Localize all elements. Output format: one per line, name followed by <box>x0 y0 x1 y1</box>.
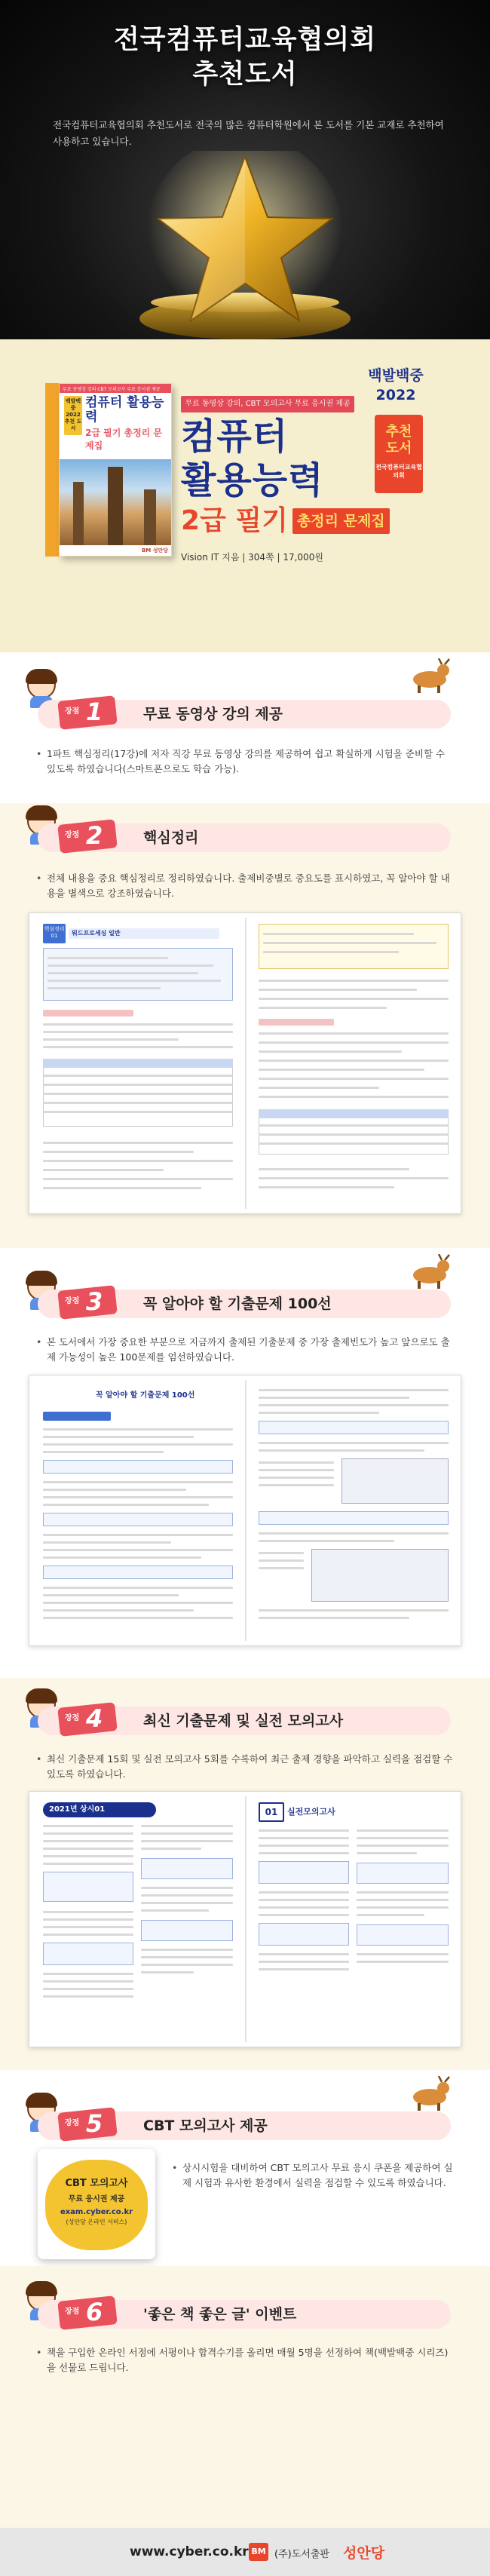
spread4-left-title: 2021년 상시01 <box>43 1802 156 1817</box>
feature-5-title: CBT 모의고사 제공 <box>143 2118 268 2134</box>
cbt-line4: (성안당 온라인 서비스) <box>66 2219 127 2225</box>
spread4-right-num: 01 <box>259 1802 284 1822</box>
sample-page-spread <box>29 1791 461 2047</box>
feature-5-section <box>0 2070 490 2266</box>
reindeer-mascot-icon <box>407 2076 452 2111</box>
feature-6-text: • 책을 구입한 온라인 서점에 서평이나 합격수기를 올리면 매월 5명을 선정하여 책(백발백중 시리즈)을 선물로 드립니다. <box>47 2345 454 2375</box>
feature-2-section <box>0 803 490 1248</box>
spread4-right-title: 실전모의고사 <box>287 1805 370 1819</box>
book-subtitle <box>181 504 415 538</box>
feature-4-tag: 장점 4 <box>59 1700 116 1737</box>
cover-title: 컴퓨터 활용능력 <box>85 395 164 425</box>
stamp-org: 전국컴퓨터교육협의회 <box>375 464 422 479</box>
book-title <box>181 415 377 502</box>
feature-5-header <box>38 2111 451 2140</box>
book-title-line2: 활용능력 <box>181 459 324 501</box>
book-tagline: 무료 동영상 강의, CBT 모의고사 무료 응시권 제공 <box>181 396 354 412</box>
feature-1-section <box>0 652 490 803</box>
unit-number: 01 <box>51 933 58 939</box>
recommend-stamp <box>375 415 423 493</box>
sample-page-left <box>35 1798 240 2041</box>
footer-publisher: (주)도서출판 <box>274 2549 329 2560</box>
feature-1-tag: 장점 1 <box>59 694 116 730</box>
feature-2-text: • 전체 내용을 중요 핵심정리로 정리하였습니다. 출제비중별로 중요도를 표시하였고, 꼭 알아야 할 내용을 별색으로 강조하였습니다. <box>47 871 454 901</box>
edition-label <box>354 366 437 405</box>
hero-description: 전국컴퓨터교육협의회 추천도서로 전국의 많은 컴퓨터학원에서 본 도서를 기본 교재로 추천하여 사용하고 있습니다. <box>53 119 444 147</box>
hero-title <box>0 23 490 92</box>
book-spine <box>45 383 59 557</box>
hero-title-line1: 전국컴퓨터교육협의회 <box>113 25 377 55</box>
feature-3-tag: 장점 3 <box>59 1283 116 1320</box>
cover-photo <box>60 459 172 548</box>
feature-3-text: • 본 도서에서 가장 중요한 부분으로 지금까지 출제된 기출문제 중 가장 출제빈도가 높고 앞으로도 출제 가능성이 높은 100문제를 엄선하였습니다. <box>47 1335 454 1365</box>
hero-title-line2: 추천도서 <box>192 60 298 90</box>
feature-4-section <box>0 1678 490 2070</box>
feature-6-header <box>38 2300 451 2329</box>
feature-4-header <box>38 1704 451 1735</box>
book-subtitle-box: 총정리 문제집 <box>292 508 390 534</box>
unit-label: 핵심정리 <box>44 926 65 932</box>
footer-website-link[interactable]: www.cyber.co.kr <box>130 2544 249 2559</box>
sample-page-right <box>251 1382 456 1639</box>
book-title-line1: 컴퓨터 <box>181 416 289 458</box>
feature-3-title: 꼭 알아야 할 기출문제 100선 <box>143 1296 332 1312</box>
feature-3-section <box>0 1248 490 1678</box>
feature-1-title: 무료 동영상 강의 제공 <box>143 706 283 722</box>
feature-2-title: 핵심정리 <box>143 830 199 846</box>
book-info-section <box>0 339 490 652</box>
cbt-coupon-card <box>38 2149 155 2259</box>
sample-page-spread <box>29 912 461 1214</box>
stamp-line2: 도서 <box>385 440 412 456</box>
footer-logo: 성안당 <box>343 2545 385 2562</box>
feature-2-header <box>38 823 451 852</box>
feature-5-text: • 상시시험을 대비하여 CBT 모의고사 무료 응시 쿠폰을 제공하여 실제 시험과 유사한 환경에서 실력을 점검할 수 있도록 하였습니다. <box>182 2160 454 2191</box>
cover-top-strip: 무료 동영상 강의 CBT 모의고사 무료 응시권 제공 <box>60 384 172 393</box>
reindeer-mascot-icon <box>407 658 452 693</box>
feature-1-text: • 1파트 핵심정리(17강)에 저자 직강 무료 동영상 강의를 제공하여 쉽고 확실하게 시험을 준비할 수 있도록 하였습니다(스마트폰으로도 학습 가능). <box>47 747 454 777</box>
spread3-title: 꼭 알아야 할 기출문제 100선 <box>96 1389 209 1403</box>
feature-6-section <box>0 2266 490 2528</box>
sample-page-left <box>35 919 240 1207</box>
book-subtitle-main: 2급 필기 <box>181 505 288 536</box>
book-meta: Vision IT 지음 | 304쪽 | 17,000원 <box>181 552 323 563</box>
stamp-line1: 추천 <box>385 424 412 440</box>
reindeer-mascot-icon <box>407 1254 452 1289</box>
sample-page-left <box>35 1382 240 1639</box>
edition-line2: 2022 <box>375 387 416 403</box>
cover-publisher: BM 성안당 <box>60 545 172 556</box>
cover-subtitle: 2급 필기 총정리 문제집 <box>85 428 163 451</box>
sample-page-right <box>251 1798 456 2041</box>
unit-title: 워드프로세싱 일반 <box>69 928 219 939</box>
footer <box>0 2528 490 2576</box>
feature-6-title: '좋은 책 좋은 글' 이벤트 <box>143 2306 297 2323</box>
sample-page-right <box>251 919 456 1207</box>
feature-1-header <box>38 700 451 728</box>
book-cover-image <box>59 383 172 557</box>
gold-star-icon <box>124 151 366 339</box>
cbt-link[interactable]: exam.cyber.co.kr <box>60 2208 133 2216</box>
cover-badge: 백발백중 2022 추천 도서 <box>64 396 82 435</box>
feature-3-header <box>38 1287 451 1318</box>
feature-2-tag: 장점 2 <box>59 817 116 854</box>
sample-page-spread <box>29 1375 461 1646</box>
cbt-line2: 무료 응시권 제공 <box>68 2195 125 2203</box>
edition-line1: 백발백중 <box>368 367 424 384</box>
hero-banner <box>0 0 490 339</box>
feature-6-tag: 장점 6 <box>59 2294 116 2330</box>
cbt-line1: CBT 모의고사 <box>65 2178 128 2189</box>
bm-logo-icon: BM <box>249 2543 268 2561</box>
feature-4-title: 최신 기출문제 및 실전 모의고사 <box>143 1713 344 1729</box>
feature-4-text: • 최신 기출문제 15회 및 실전 모의고사 5회를 수록하여 최근 출제 경향을 파악하고 실력을 점검할 수 있도록 하였습니다. <box>47 1752 454 1782</box>
feature-5-tag: 장점 5 <box>59 2105 116 2142</box>
